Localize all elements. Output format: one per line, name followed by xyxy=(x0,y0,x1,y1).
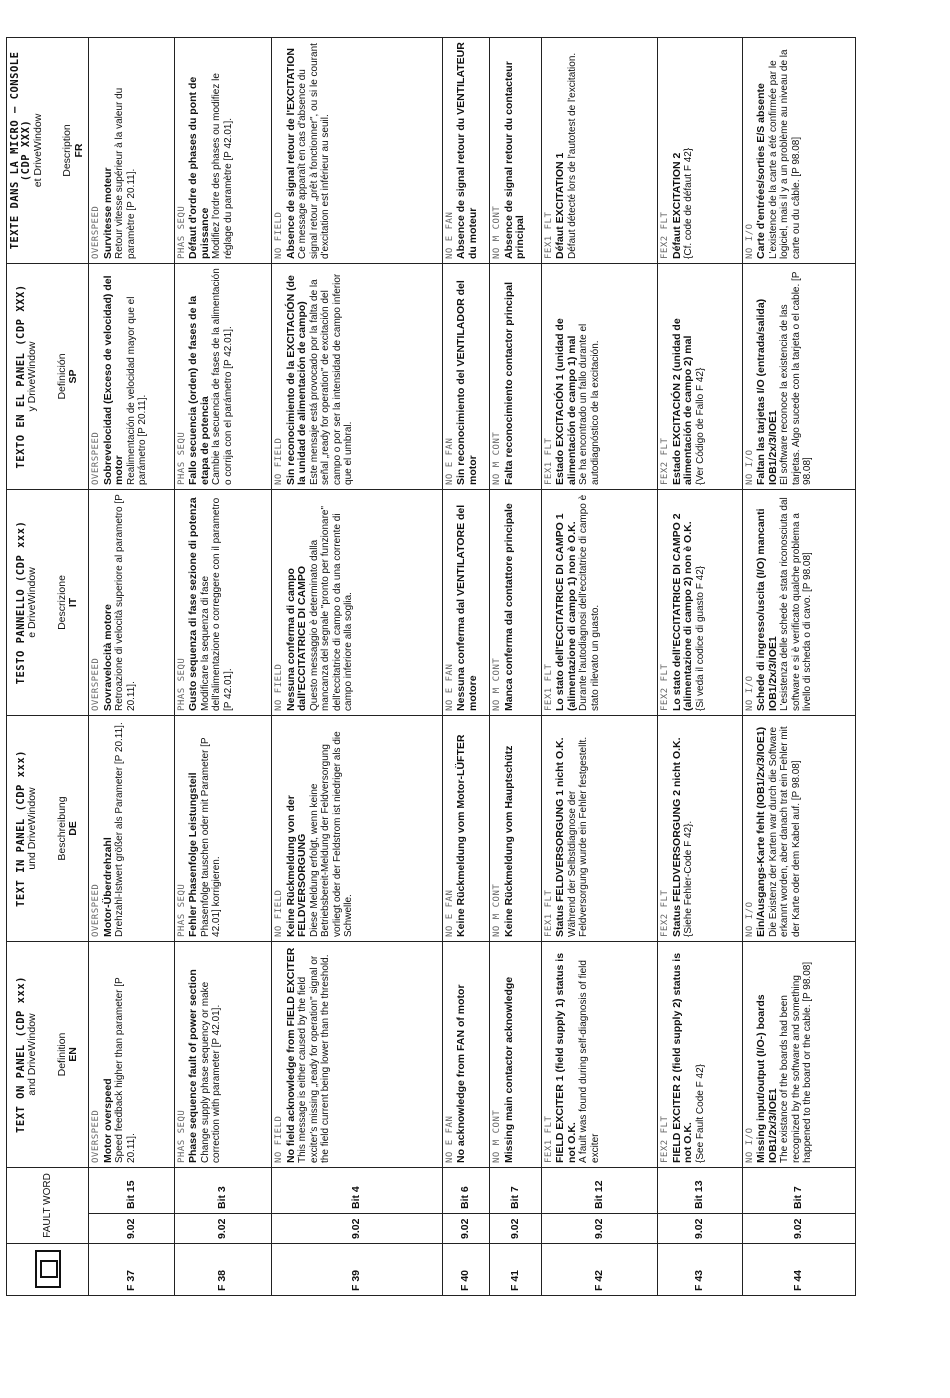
fault-bit: Bit 3 xyxy=(174,1167,272,1213)
fault-description: Während der Selbstdiagnose der Feldversorgung wurde ein Fehler festgestellt. xyxy=(566,736,590,937)
panel-text: NO I/O xyxy=(744,449,755,485)
fault-title: Missing input/output (I/O-) boards IOB1/2x/3/IOE1 xyxy=(755,994,779,1163)
fault-text-it xyxy=(742,489,855,715)
fault-text-it xyxy=(174,489,272,715)
panel-text: NO M CONT xyxy=(492,205,502,259)
fault-title: Sin reconocimiento del VENTILADOR del motor xyxy=(455,280,479,485)
fault-title: Nessuna conferma dal VENTILATORE del motore xyxy=(455,504,479,711)
panel-text: NO E FAN xyxy=(444,889,455,937)
fault-text-en xyxy=(490,941,542,1167)
fault-text-sp xyxy=(174,263,272,489)
fault-description: The existance of the boards had been recognized by the software and something happened to the board or the cable. [P 98.08] xyxy=(779,961,814,1163)
fault-text-sp xyxy=(541,263,657,489)
panel-text: OVERSPEED xyxy=(91,1109,101,1163)
header-en-desc: Definition xyxy=(55,1032,68,1077)
panel-text: NO I/O xyxy=(744,1127,755,1163)
fault-description: Retroazione di velocità superiore al parametro [P 20.11]. xyxy=(114,494,137,711)
header-en-sub: and DriveWindow xyxy=(26,1013,38,1096)
panel-text: NO E FAN xyxy=(444,1115,455,1163)
fault-text-en xyxy=(442,941,489,1167)
fault-title: Absence de signal retour du contacteur principal xyxy=(502,61,526,259)
fault-text-sp xyxy=(89,263,175,489)
header-fr-sub: et DriveWindow xyxy=(31,113,44,188)
panel-text: PHAS SEQU xyxy=(176,205,187,259)
fault-text-sp xyxy=(658,263,743,489)
header-it-desc: Descrizione xyxy=(55,575,68,630)
panel-text: OVERSPEED xyxy=(91,883,101,937)
panel-text: FEX2 FLT xyxy=(660,1115,671,1163)
header-it xyxy=(7,489,89,715)
panel-text: NO M CONT xyxy=(492,1109,502,1163)
fault-row xyxy=(742,37,855,1295)
panel-text: FEX1 FLT xyxy=(543,1115,554,1163)
fault-text-it xyxy=(541,489,657,715)
fault-title: Absence de signal retour du VENTILATEUR du moteur xyxy=(455,42,479,259)
fault-title: Keine Rückmeldung vom Hauptschütz xyxy=(502,745,515,937)
fault-bit: Bit 4 xyxy=(272,1167,442,1213)
fault-title: Survitesse moteur xyxy=(101,167,114,259)
fault-table xyxy=(6,37,856,1296)
panel-text: NO M CONT xyxy=(492,431,502,485)
fault-title: No field acknowledge from FIELD EXCITER xyxy=(284,947,297,1163)
panel-text: NO FIELD xyxy=(274,889,285,937)
fault-title: Fallo secuencia (orden) de fases de la etapa de potencia xyxy=(187,295,211,485)
fault-description: {Si veda il codice di guasto F 42} xyxy=(694,565,706,711)
header-de-desc: Beschreibung xyxy=(55,796,68,861)
fault-bit: Bit 7 xyxy=(490,1167,542,1213)
fault-title: Motor overspeed xyxy=(101,1078,114,1163)
panel-text: OVERSPEED xyxy=(91,205,101,259)
fault-row xyxy=(174,37,272,1295)
fault-text-de xyxy=(89,715,175,941)
logo-cell xyxy=(7,1244,89,1296)
fault-description: Défaut détecté lors de l'autotest de l'excitation. xyxy=(566,52,578,259)
panel-text: PHAS SEQU xyxy=(176,883,187,937)
fault-text-de xyxy=(541,715,657,941)
fault-text-sp xyxy=(742,263,855,489)
fault-title: Absence de signal retour de l'EXCITATION xyxy=(284,48,297,259)
fault-description: L'esistenza delle schede è stata riconosciuta dal software e si è verificato qualche problema a livello di scheda o di cavo. [P 98.08] xyxy=(779,497,814,711)
panel-text: FEX2 FLT xyxy=(660,211,671,259)
panel-text: PHAS SEQU xyxy=(176,1109,187,1163)
fault-bit: Bit 13 xyxy=(658,1167,743,1213)
fault-title: Missing main contactor acknowledge xyxy=(502,976,515,1163)
fault-text-en xyxy=(174,941,272,1167)
fault-text-en xyxy=(89,941,175,1167)
header-en-lang: EN xyxy=(67,1047,79,1062)
fault-word-label: FAULT WORD xyxy=(41,1173,53,1238)
header-sp-desc: Definición xyxy=(55,353,68,400)
header-fr-lang: FR xyxy=(72,143,85,158)
fault-title: Manca conferma dal contattore principale xyxy=(502,503,515,711)
fault-description: A fault was found during self-diagnosis of field exciter xyxy=(578,960,601,1163)
fault-title: Défaut d'ordre de phases du pont de puissance xyxy=(187,76,211,259)
fault-title: Ein/Ausgangs-Karte fehlt (IOB1/2x/3/IOE1) xyxy=(755,726,768,937)
fault-description: Se ha encontrado un fallo durante el autodiagnóstico de la excitación. xyxy=(578,323,601,485)
panel-text: FEX1 FLT xyxy=(543,663,554,711)
fault-description: Durante l'autodiagnosi dell'eccitatrice di campo è stato rilevato un guasto. xyxy=(578,494,601,711)
header-it-panel: TESTO PANNELLO (CDP xxx) xyxy=(14,520,27,685)
fault-title: No acknowledge from FAN of motor xyxy=(455,984,468,1163)
fault-text-de xyxy=(490,715,542,941)
fault-description: Ce message apparaît en cas d'absence du signal retour „prêt à fonctionner", ou si le courant d'excitation est inférieur au seuil. xyxy=(297,43,332,259)
fault-description: Este mensaje está provocado por la falta de la señal „ready for operation" de excitación del campo o por ser la intensidad de campo inferior que el umbral. xyxy=(308,273,355,485)
fault-description: Modifiez l'ordre des phases ou modifiez le réglage du paramètre [P 42.01]. xyxy=(211,73,234,259)
fault-title: Status FELDVERSORGUNG 1 nicht O.K. xyxy=(554,737,567,937)
fault-text-fr xyxy=(442,37,489,263)
fault-bit: Bit 6 xyxy=(442,1167,489,1213)
header-en xyxy=(7,941,89,1167)
fault-description: Realimentación de velocidad mayor que el parámetro [P 20.11]. xyxy=(125,296,148,485)
fault-title: Lo stato dell'ECCITATRICE DI CAMPO 2 (alimentazione di campo 2) non è O.K. xyxy=(670,513,695,711)
header-en-panel: TEXT ON PANEL (CDP xxx) xyxy=(14,976,27,1133)
fault-description: Phasenfolge tauschen oder mit Parameter [P 42.01] korrigieren. xyxy=(199,737,223,937)
panel-text: OVERSPEED xyxy=(91,431,101,485)
fault-title: Défaut EXCITATION 2 xyxy=(670,152,683,259)
fault-bit: Bit 15 xyxy=(89,1167,175,1213)
panel-text: NO M CONT xyxy=(492,657,502,711)
fault-text-it xyxy=(89,489,175,715)
fault-text-en xyxy=(272,941,442,1167)
fault-description: {Siehe Fehler-Code F 42}. xyxy=(683,820,695,937)
header-it-lang: IT xyxy=(67,597,79,608)
panel-text: NO I/O xyxy=(744,901,755,937)
fault-title: Lo stato dell'ECCITATRICE DI CAMPO 1 (alimentazione di campo 1) non è O.K. xyxy=(554,513,578,711)
header-row xyxy=(7,37,89,1295)
fault-text-en xyxy=(742,941,855,1167)
fault-row xyxy=(541,37,657,1295)
fault-title: Sobrevelocidad (Exceso de velocidad) del motor xyxy=(101,275,125,485)
fault-title: Estado EXCITACIÓN 2 (unidad de alimentación de campo 2) mal xyxy=(670,318,695,485)
fault-description: Change supply phase sequency or make correction with parameter [P 42.01]. xyxy=(199,981,223,1163)
panel-text: NO E FAN xyxy=(444,211,455,259)
fault-title: Schede di ingresso/uscita (I/O) mancanti IOB1/2x/3/IOE1 xyxy=(755,508,779,711)
fault-row xyxy=(272,37,442,1295)
header-sp xyxy=(7,263,89,489)
fault-title: Keine Rückmeldung vom Motor-LÜFTER xyxy=(455,734,468,937)
fault-text-en xyxy=(658,941,743,1167)
fault-description: Questo messaggio è determinato dalla mancanza del segnale "pronto per funzionare" dell'eccitatrice di campo o da una corrente di campo inferiore alla soglia. xyxy=(308,505,355,711)
fault-text-de xyxy=(658,715,743,941)
fault-text-en xyxy=(541,941,657,1167)
fault-row xyxy=(442,37,489,1295)
fault-word: 9.02 xyxy=(89,1214,175,1244)
fault-title: Keine Rückmeldung von der FELDVERSORGUNG xyxy=(284,795,309,937)
fault-code: F 37 xyxy=(89,1244,175,1296)
fault-description: {Cf. code de défaut F 42} xyxy=(683,147,695,259)
header-sp-panel: TEXTO EN EL PANEL (CDP XXX) xyxy=(14,284,27,469)
fault-text-fr xyxy=(174,37,272,263)
fault-text-it xyxy=(442,489,489,715)
fault-code: F 42 xyxy=(541,1244,657,1296)
fault-word: 9.02 xyxy=(442,1214,489,1244)
fault-code: F 44 xyxy=(742,1244,855,1296)
fault-text-fr xyxy=(272,37,442,263)
fault-text-it xyxy=(490,489,542,715)
fault-text-de xyxy=(174,715,272,941)
fault-description: Modificare la sequenza di fase dell'alimentazione o correggere con il parametro [P 42.01]. xyxy=(199,497,234,711)
fault-title: Carte d'entrées/sorties E/S absente xyxy=(755,83,768,259)
fault-text-de xyxy=(272,715,442,941)
fault-title: Fehler Phasenfolge Leistungsteil xyxy=(187,772,200,937)
fault-title: Gusto sequenza di fase sezione di potenza xyxy=(187,497,200,711)
fault-title: Sin reconocimiento de la EXCITACIÓN (de la unidad de alimentación de campo) xyxy=(284,275,309,485)
fault-description: Cambie la secuencia de fases de la alimentación o corrija con el parámetro [P 42.01]. xyxy=(211,268,234,485)
header-de-lang: DE xyxy=(67,821,79,836)
fault-word: 9.02 xyxy=(742,1214,855,1244)
panel-text: PHAS SEQU xyxy=(176,431,187,485)
fault-row xyxy=(658,37,743,1295)
fault-title: FIELD EXCITER 2 (field supply 2) status is not O.K. xyxy=(670,952,695,1163)
header-fr-desc: Description xyxy=(61,124,74,177)
fault-text-de xyxy=(442,715,489,941)
fault-word: 9.02 xyxy=(490,1214,542,1244)
fault-bit: Bit 7 xyxy=(742,1167,855,1213)
logo-icon xyxy=(35,1251,61,1289)
fault-text-fr xyxy=(541,37,657,263)
fault-text-de xyxy=(742,715,855,941)
panel-text: NO FIELD xyxy=(274,663,285,711)
panel-text: OVERSPEED xyxy=(91,657,101,711)
fault-description: Retour vitesse supérieur à la valeur du paramètre [P 20.11]. xyxy=(114,87,137,259)
panel-text: NO FIELD xyxy=(274,211,285,259)
fault-word: 9.02 xyxy=(174,1214,272,1244)
fault-title: Phase sequence fault of power section xyxy=(187,969,200,1163)
header-fr-panel: TEXTE DANS LA MICRO – CONSOLE (CDP XXX) xyxy=(8,51,33,250)
header-fr xyxy=(7,37,89,263)
header-sp-sub: y DriveWindow xyxy=(26,341,38,412)
panel-text: FEX1 FLT xyxy=(543,211,554,259)
header-de-sub: und DriveWindow xyxy=(26,787,38,870)
panel-text: FEX2 FLT xyxy=(660,437,671,485)
fault-title: Faltan las tarjetas I/O (entrada/salida) IOB1/2x/3/IOE1 xyxy=(755,298,779,485)
fault-text-fr xyxy=(742,37,855,263)
fault-description: Diese Meldung erfolgt, wenn keine Betriebsbereit-Meldung der Feldversorgung vorliegt oder der Feldstrom ist niedriger als die Schwelle. xyxy=(308,731,355,937)
fault-title: Estado EXCITACIÓN 1 (unidad de alimentación de campo 1) mal xyxy=(554,318,578,485)
fault-code: F 43 xyxy=(658,1244,743,1296)
fault-title: Nessuna conferma di campo dall'ECCITATRICE DI CAMPO xyxy=(284,565,309,711)
fault-word: 9.02 xyxy=(658,1214,743,1244)
panel-text: NO M CONT xyxy=(492,883,502,937)
fault-word-header xyxy=(7,1167,89,1243)
panel-text: NO FIELD xyxy=(274,437,285,485)
fault-description: {Ver Código de Fallo F 42} xyxy=(694,367,706,485)
panel-text: NO I/O xyxy=(744,223,755,259)
fault-text-fr xyxy=(89,37,175,263)
fault-title: Status FELDVERSORGUNG 2 nicht O.K. xyxy=(670,737,683,937)
panel-text: NO E FAN xyxy=(444,437,455,485)
fault-text-sp xyxy=(490,263,542,489)
panel-text: NO I/O xyxy=(744,675,755,711)
panel-text: NO FIELD xyxy=(274,1115,285,1163)
panel-text: FEX1 FLT xyxy=(543,437,554,485)
panel-text: PHAS SEQU xyxy=(176,657,187,711)
fault-title: Falta reconocimiento contactor principal xyxy=(502,281,515,485)
fault-description: El software reconoce la existencia de las tarjetas. Algo sucede con la tarjeta o el cable. [P 98.08] xyxy=(779,271,814,485)
fault-title: Sovravelocità motore xyxy=(101,604,114,711)
panel-text: FEX1 FLT xyxy=(543,889,554,937)
fault-text-sp xyxy=(272,263,442,489)
panel-text: FEX2 FLT xyxy=(660,663,671,711)
fault-text-fr xyxy=(490,37,542,263)
panel-text: NO E FAN xyxy=(444,663,455,711)
fault-row xyxy=(89,37,175,1295)
fault-code: F 40 xyxy=(442,1244,489,1296)
fault-row xyxy=(490,37,542,1295)
header-sp-lang: SP xyxy=(67,369,79,384)
header-it-sub: e DriveWindow xyxy=(26,567,38,638)
fault-description: Speed feedback higher than parameter [P 20.11]. xyxy=(114,977,137,1163)
fault-description: {See Fault Code F 42} xyxy=(694,1064,706,1163)
fault-title: FIELD EXCITER 1 (field supply 1) status is not O.K. xyxy=(554,952,578,1163)
fault-text-sp xyxy=(442,263,489,489)
fault-table-rotated xyxy=(6,38,856,1296)
fault-description: Drehzahl-Istwert größer als Parameter [P 20.11]. xyxy=(114,722,125,937)
header-de xyxy=(7,715,89,941)
fault-word: 9.02 xyxy=(272,1214,442,1244)
fault-text-fr xyxy=(658,37,743,263)
fault-description: L'existence de la carte a été confirmée par le logiciel, mais il y a un problème au niveau de la carte ou du câble. [P 98.08] xyxy=(767,49,802,259)
fault-bit: Bit 12 xyxy=(541,1167,657,1213)
fault-word: 9.02 xyxy=(541,1214,657,1244)
fault-rows xyxy=(89,37,856,1295)
fault-text-it xyxy=(658,489,743,715)
fault-description: This message is either caused by the field exciter's missing „ready for operation" signal or the field current being lower than the threshold. xyxy=(297,954,332,1163)
fault-code: F 39 xyxy=(272,1244,442,1296)
fault-description: Die Existenz der Karten war durch die Software erkannt worden, aber danach trat ein Fehler mit der Karte oder dem Kabel auf. [P 98.08] xyxy=(767,726,802,937)
fault-text-it xyxy=(272,489,442,715)
fault-code: F 41 xyxy=(490,1244,542,1296)
fault-title: Défaut EXCITATION 1 xyxy=(554,152,567,259)
panel-text: FEX2 FLT xyxy=(660,889,671,937)
header-de-panel: TEXT IN PANEL (CDP xxx) xyxy=(14,750,27,907)
fault-title: Motor-Überdrehzahl xyxy=(101,837,114,937)
fault-code: F 38 xyxy=(174,1244,272,1296)
